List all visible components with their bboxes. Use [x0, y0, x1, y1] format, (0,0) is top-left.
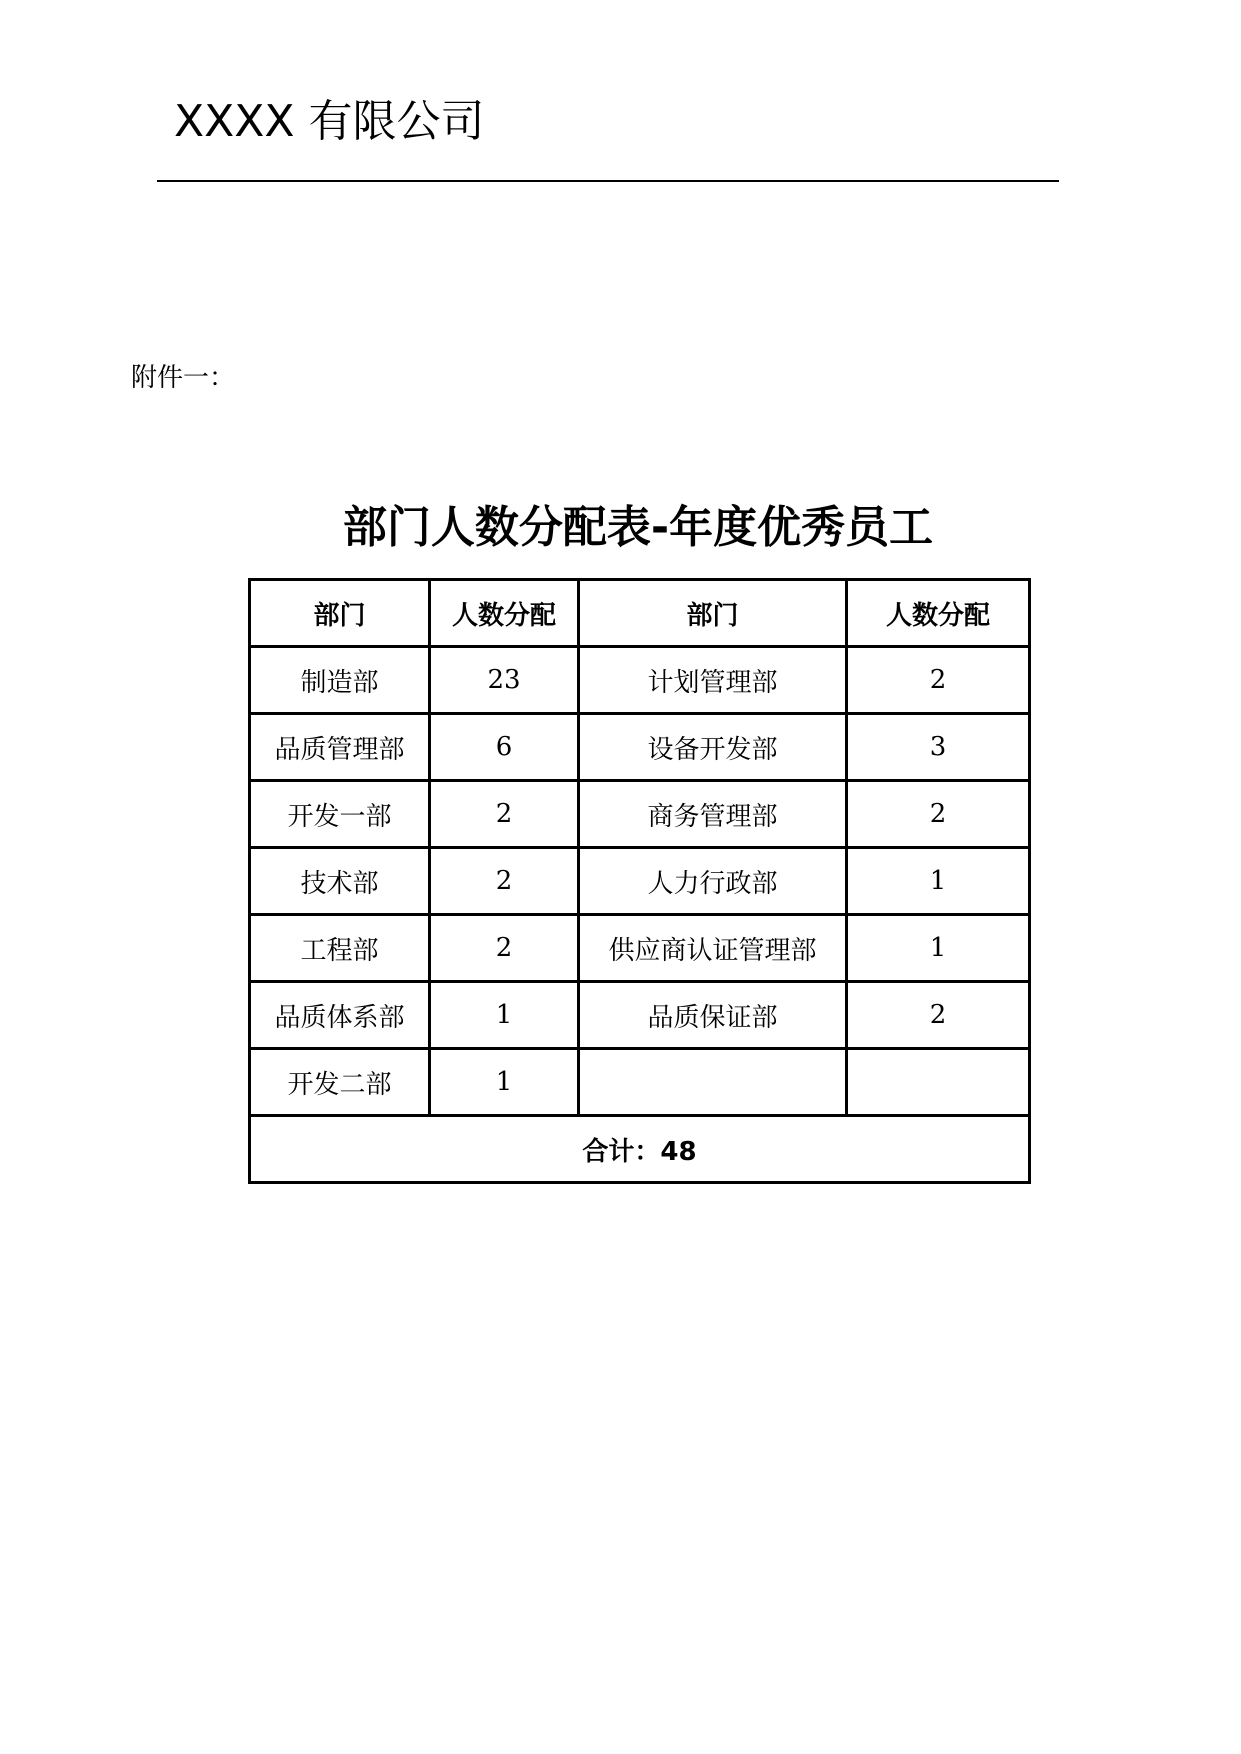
department-cell: 技术部 [250, 848, 430, 915]
table-row [250, 1049, 1030, 1116]
count-cell: 2 [847, 781, 1030, 848]
count-cell: 6 [430, 714, 579, 781]
department-cell: 计划管理部 [579, 647, 847, 714]
department-cell: 开发二部 [250, 1049, 430, 1116]
department-cell: 品质体系部 [250, 982, 430, 1049]
department-cell: 品质保证部 [579, 982, 847, 1049]
count-cell: 2 [430, 781, 579, 848]
department-cell: 供应商认证管理部 [579, 915, 847, 982]
department-cell: 品质管理部 [250, 714, 430, 781]
count-cell: 1 [847, 848, 1030, 915]
count-cell: 2 [847, 647, 1030, 714]
table-row [250, 982, 1030, 1049]
count-cell: 1 [430, 982, 579, 1049]
attachment-label: 附件一： [131, 363, 236, 393]
count-cell: 2 [430, 848, 579, 915]
table-row [250, 781, 1030, 848]
header-count-left: 人数分配 [430, 580, 579, 647]
department-cell [579, 1049, 847, 1116]
table-row [250, 915, 1030, 982]
allocation-table [248, 578, 1031, 1184]
count-cell: 1 [430, 1049, 579, 1116]
count-cell: 23 [430, 647, 579, 714]
department-cell: 人力行政部 [579, 848, 847, 915]
department-cell: 开发一部 [250, 781, 430, 848]
department-cell: 工程部 [250, 915, 430, 982]
total-cell: 合计：48 [250, 1116, 1030, 1183]
header-department-right: 部门 [579, 580, 847, 647]
table-title: 部门人数分配表-年度优秀员工 [342, 502, 934, 553]
company-name: XXXX 有限公司 [174, 96, 485, 147]
department-cell: 商务管理部 [579, 781, 847, 848]
count-cell: 3 [847, 714, 1030, 781]
count-cell: 2 [430, 915, 579, 982]
count-cell: 2 [847, 982, 1030, 1049]
table-row [250, 647, 1030, 714]
count-cell: 1 [847, 915, 1030, 982]
table-row [250, 848, 1030, 915]
department-cell: 制造部 [250, 647, 430, 714]
table-header-row [250, 580, 1030, 647]
header-department-left: 部门 [250, 580, 430, 647]
total-row [250, 1116, 1030, 1183]
header-divider [157, 180, 1059, 182]
count-cell [847, 1049, 1030, 1116]
department-cell: 设备开发部 [579, 714, 847, 781]
table-row [250, 714, 1030, 781]
header-count-right: 人数分配 [847, 580, 1030, 647]
